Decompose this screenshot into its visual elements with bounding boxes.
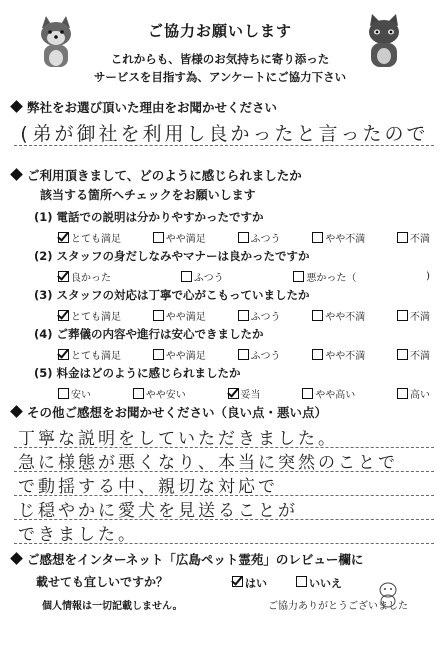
diamond-bullet-icon — [10, 405, 23, 418]
options-row — [58, 386, 430, 401]
comment-line: できました。 — [18, 525, 138, 545]
checkbox-checked-icon[interactable] — [58, 271, 69, 282]
comments-heading: その他ご感想をお聞かせください（良い点・悪い点） — [10, 403, 327, 421]
option-label: ふつう — [250, 312, 281, 323]
option[interactable] — [58, 347, 121, 362]
option[interactable] — [312, 347, 365, 362]
option[interactable] — [153, 347, 206, 362]
checkbox-icon[interactable] — [238, 310, 249, 321]
option[interactable] — [58, 386, 91, 401]
comment-line: 丁寧な説明をしていただきました。 — [18, 429, 338, 449]
option[interactable] — [397, 230, 430, 245]
checkbox-icon[interactable] — [397, 349, 408, 360]
page-title: ご協力お願いします — [147, 22, 292, 40]
option[interactable] — [397, 347, 430, 362]
comment-line: で動揺する中、親切な対応で — [18, 477, 278, 497]
question-1: (1) 電話での説明は分かりやすかったですか — [34, 210, 264, 224]
option[interactable] — [58, 269, 111, 284]
checkbox-icon[interactable] — [58, 388, 69, 399]
checkbox-icon[interactable] — [153, 349, 164, 360]
options-row — [58, 269, 430, 284]
option-label: 不満 — [410, 351, 430, 362]
option-label: やや満足 — [165, 312, 206, 323]
checkbox-checked-icon[interactable] — [58, 232, 69, 243]
question-2: (2) スタッフの身だしなみやマナーは良かったですか — [34, 249, 310, 263]
option-label: やや高い — [315, 390, 356, 401]
checkbox-icon[interactable] — [153, 232, 164, 243]
reason-heading: 弊社をお選び頂いた理由をお聞かせください — [10, 98, 277, 116]
option-label: ふつう — [193, 273, 224, 284]
option-label: やや満足 — [165, 234, 206, 245]
question-3: (3) スタッフの対応は丁寧で心がこもっていましたか — [34, 288, 310, 302]
impression-subheading: 該当する箇所へチェックをお願いします — [40, 188, 256, 202]
checkbox-icon[interactable] — [238, 349, 249, 360]
option-label: やや安い — [145, 390, 186, 401]
options-row — [58, 308, 430, 323]
review-option-yes[interactable]: はい — [232, 575, 267, 591]
option-label: やや不満 — [325, 351, 366, 362]
option[interactable] — [58, 308, 121, 323]
checkbox-icon[interactable] — [238, 232, 249, 243]
reason-answer[interactable]: (弟が御社を利用し良かったと言ったので — [18, 123, 429, 145]
option[interactable] — [293, 269, 356, 284]
checkbox-checked-icon[interactable] — [232, 576, 243, 587]
checkbox-icon[interactable] — [133, 388, 144, 399]
option[interactable] — [181, 269, 224, 284]
option-label: ) — [426, 271, 430, 282]
review-option-no[interactable]: いいえ — [296, 575, 342, 591]
option[interactable] — [302, 386, 355, 401]
diamond-bullet-icon — [10, 552, 23, 565]
checkbox-icon[interactable] — [397, 232, 408, 243]
checkbox-icon[interactable] — [296, 576, 307, 587]
option[interactable] — [153, 308, 206, 323]
option[interactable] — [238, 347, 281, 362]
checkbox-icon[interactable] — [312, 310, 323, 321]
intro-line-1: これからも、皆様のお気持ちに寄り添った — [110, 52, 330, 66]
option-label: 不満 — [410, 312, 430, 323]
checkbox-icon[interactable] — [181, 271, 192, 282]
checkbox-icon[interactable] — [302, 388, 313, 399]
checkbox-icon[interactable] — [153, 310, 164, 321]
option[interactable] — [228, 386, 261, 401]
option-label: ふつう — [250, 351, 281, 362]
option[interactable] — [312, 308, 365, 323]
checkbox-checked-icon[interactable] — [228, 388, 239, 399]
option[interactable] — [312, 230, 365, 245]
option-label: やや不満 — [325, 234, 366, 245]
option-label: 高い — [410, 390, 430, 401]
answer-line — [14, 145, 434, 146]
option-label: 妥当 — [240, 390, 261, 401]
option-label: ふつう — [250, 234, 281, 245]
privacy-note: 個人情報は一切記載しません。 — [42, 601, 183, 612]
question-4: (4) ご葬儀の内容や進行は安心できましたか — [34, 327, 264, 341]
option[interactable] — [133, 386, 186, 401]
checkbox-icon[interactable] — [397, 388, 408, 399]
option[interactable] — [397, 386, 430, 401]
checkbox-icon[interactable] — [397, 310, 408, 321]
option[interactable] — [397, 308, 430, 323]
option[interactable] — [426, 269, 430, 284]
intro-line-2: サービスを目指す為、アンケートにご協力下さい — [93, 70, 347, 84]
option[interactable] — [238, 308, 281, 323]
checkbox-checked-icon[interactable] — [58, 310, 69, 321]
review-question: 載せても宜しいですか？ — [36, 575, 169, 589]
option-label: とても満足 — [71, 234, 121, 245]
option[interactable] — [58, 230, 121, 245]
option-label: 安い — [71, 390, 91, 401]
checkbox-icon[interactable] — [312, 349, 323, 360]
option-label: 悪かった（ — [306, 273, 357, 284]
comment-line: じ穏やかに愛犬を見送ることが — [18, 501, 298, 521]
options-row — [58, 347, 430, 362]
option-label: やや満足 — [165, 351, 206, 362]
checkbox-icon[interactable] — [312, 232, 323, 243]
option[interactable] — [153, 230, 206, 245]
checkbox-checked-icon[interactable] — [58, 349, 69, 360]
impression-heading: ご利用頂きまして、どのように感じられましたか — [10, 166, 302, 184]
option-label: とても満足 — [71, 351, 121, 362]
diamond-bullet-icon — [10, 100, 23, 113]
option-label: とても満足 — [71, 312, 121, 323]
options-row — [58, 230, 430, 245]
small-pet-icon — [376, 580, 400, 608]
option-label: 良かった — [71, 273, 111, 284]
comment-rule — [14, 543, 434, 544]
thanks-note: ご協力ありがとうございました — [268, 601, 408, 612]
option-label: やや不満 — [325, 312, 366, 323]
comment-line: 急に様態が悪くなり、本当に突然のことで — [18, 453, 398, 473]
option[interactable] — [238, 230, 281, 245]
review-heading: ご感想をインターネット「広島ペット霊苑」のレビュー欄に — [10, 550, 363, 568]
question-5: (5) 料金はどのように感じられましたか — [34, 366, 241, 380]
diamond-bullet-icon — [10, 168, 23, 181]
option-label: 不満 — [410, 234, 430, 245]
checkbox-icon[interactable] — [293, 271, 304, 282]
